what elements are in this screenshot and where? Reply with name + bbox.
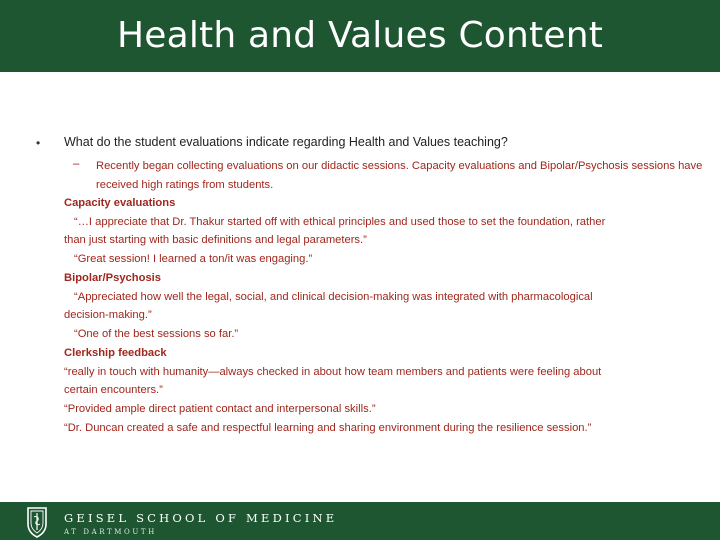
bipolar-quote-1-line-1: “Appreciated how well the legal, social, and clinical decision-making was integrated with pharmacological <box>74 291 593 303</box>
bipolar-heading: Bipolar/Psychosis <box>64 272 161 284</box>
capacity-heading: Capacity evaluations <box>64 197 176 209</box>
sub-bullet-dash: – <box>73 158 80 170</box>
clerkship-quote-1-line-1: “really in touch with humanity—always checked in about how team members and patients were feeling about <box>64 366 602 378</box>
geisel-shield-icon <box>26 506 48 538</box>
capacity-quote-1-line-2: than just starting with basic definitions and legal parameters.” <box>64 234 367 246</box>
main-question: What do the student evaluations indicate regarding Health and Values teaching? <box>64 135 508 149</box>
clerkship-quote-1-line-2: certain encounters.” <box>64 384 163 396</box>
bipolar-quote-1-line-2: decision-making.” <box>64 309 152 321</box>
slide-title: Health and Values Content <box>116 14 604 56</box>
bipolar-quote-2: “One of the best sessions so far.” <box>74 328 239 340</box>
clerkship-quote-3: “Dr. Duncan created a safe and respectful learning and sharing environment during the resilience session.” <box>64 422 592 434</box>
bullet-marker: • <box>36 136 41 150</box>
clerkship-quote-2: “Provided ample direct patient contact and interpersonal skills.” <box>64 403 376 415</box>
footer-school-place: AT DARTMOUTH <box>64 528 157 536</box>
clerkship-heading: Clerkship feedback <box>64 347 167 359</box>
footer-school-name: GEISEL SCHOOL OF MEDICINE <box>64 511 338 525</box>
sub-item-text: Recently began collecting evaluations on our didactic sessions. Capacity evaluations and Bipolar/Psychosis sessions have received high ratings from students. <box>96 160 703 191</box>
slide-footer <box>0 502 720 540</box>
capacity-quote-1-line-1: “…I appreciate that Dr. Thakur started off with ethical principles and used those to set the foundation, rather <box>74 216 606 228</box>
capacity-quote-2: “Great session! I learned a ton/it was engaging.” <box>74 253 313 265</box>
